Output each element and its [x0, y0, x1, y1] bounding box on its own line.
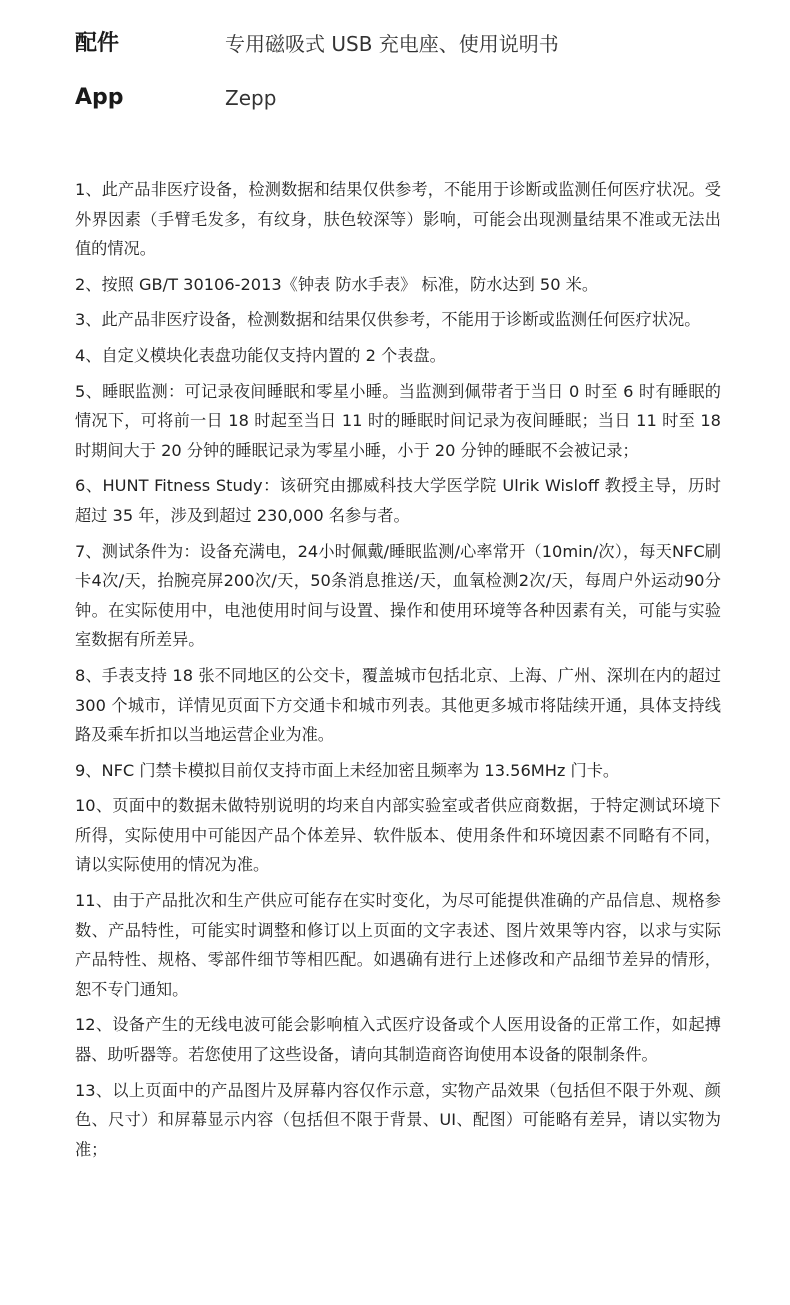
- footnote-13: 13、以上页面中的产品图片及屏幕内容仅作示意，实物产品效果（包括但不限于外观、颜色、尺寸）和屏幕显示内容（包括但不限于背景、UI、配图）可能略有差异，请以实物为准；: [75, 1080, 721, 1159]
- footnote-3: 3、此产品非医疗设备，检测数据和结果仅供参考，不能用于诊断或监测任何医疗状况。: [75, 310, 701, 330]
- spec-row-app: [0, 78, 790, 118]
- footnote-11: 11、由于产品批次和生产供应可能存在实时变化，为尽可能提供准确的产品信息、规格参数、产品特性，可能实时调整和修订以上页面的文字表述、图片效果等内容，以求与实际产品特性、规格、零部件细节等相匹配。如遇确有进行上述修改和产品细节差异的情形，恕不专门通知。: [75, 891, 721, 999]
- spec-label-app: App: [75, 85, 124, 110]
- footnote-2: 2、按照 GB/T 30106-2013《钟表 防水手表》 标准，防水达到 50 米。: [75, 274, 599, 294]
- spec-value-app: Zepp: [225, 86, 277, 110]
- footnotes-list: [75, 175, 721, 1170]
- footnote-8: 8、手表支持 18 张不同地区的公交卡，覆盖城市包括北京、上海、广州、深圳在内的超过 300 个城市，详情见页面下方交通卡和城市列表。其他更多城市将陆续开通，具体支持线路及乘车折扣以当地运营企业为准。: [75, 665, 721, 745]
- footnote-6: 6、HUNT Fitness Study：该研究由挪威科技大学医学院 Ulrik Wisloff 教授主导，历时超过 35 年，涉及到超过 230,000 名参与者。: [75, 476, 721, 525]
- footnote-10: 10、页面中的数据未做特别说明的均来自内部实验室或者供应商数据，于特定测试环境下所得，实际使用中可能因产品个体差异、软件版本、使用条件和环境因素不同略有不同，请以实际使用的情况为准。: [75, 796, 721, 875]
- spec-label-accessories: 配件: [75, 31, 120, 56]
- footnote-9: 9、NFC 门禁卡模拟目前仅支持市面上未经加密且频率为 13.56MHz 门卡。: [75, 760, 620, 780]
- footnote-7: 7、测试条件为：设备充满电，24小时佩戴/睡眠监测/心率常开（10min/次），每天NFC刷卡4次/天，抬腕亮屏200次/天，50条消息推送/天，血氧检测2次/天，每周户外运动90分钟。在实际使用中，电池使用时间与设置、操作和使用环境等各种因素有关，可能与实验室数据有所差异。: [75, 541, 721, 650]
- footnote-5: 5、睡眠监测：可记录夜间睡眠和零星小睡。当监测到佩带者于当日 0 时至 6 时有睡眠的情况下，可将前一日 18 时起至当日 11 时的睡眠时间记录为夜间睡眠；当日 11 时至 18 时期间大于 20 分钟的睡眠记录为零星小睡，小于 20 分钟的睡眠不会被记录；: [75, 381, 721, 460]
- spec-row-cut-off: [0, 0, 790, 4]
- spec-row-accessories: [0, 24, 790, 64]
- footnote-1: 1、此产品非医疗设备，检测数据和结果仅供参考，不能用于诊断或监测任何医疗状况。受外界因素（手臂毛发多，有纹身，肤色较深等）影响，可能会出现测量结果不准或无法出值的情况。: [75, 180, 721, 259]
- footnote-12: 12、设备产生的无线电波可能会影响植入式医疗设备或个人医用设备的正常工作，如起搏器、助听器等。若您使用了这些设备，请向其制造商咨询使用本设备的限制条件。: [75, 1015, 721, 1065]
- footnote-4: 4、自定义模块化表盘功能仅支持内置的 2 个表盘。: [75, 345, 446, 365]
- spec-value-accessories: 专用磁吸式 USB 充电座、使用说明书: [225, 32, 559, 56]
